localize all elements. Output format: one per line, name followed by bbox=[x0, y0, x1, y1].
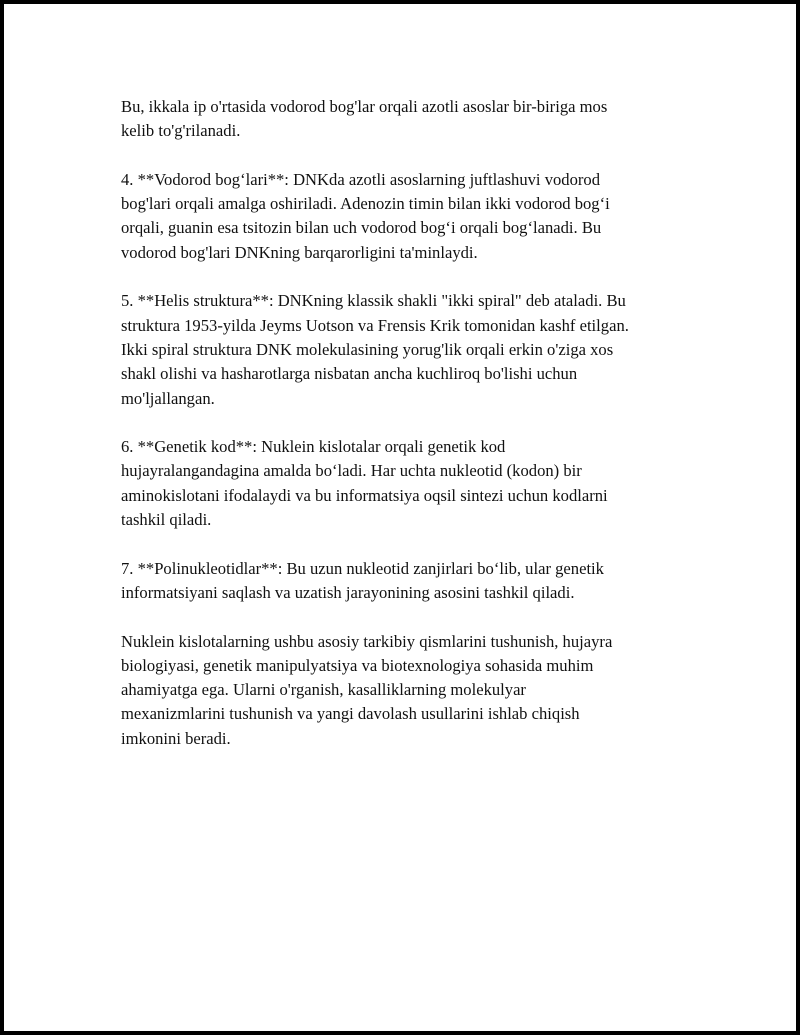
document-body bbox=[121, 95, 701, 775]
paragraph-polynucleotides: 7. **Polinukleotidlar**: Bu uzun nukleotid zanjirlari bo‘lib, ular genetik informatsiyani saqlash va uzatish jarayonining asosini tashkil qiladi. bbox=[121, 558, 604, 602]
paragraph-genetic-code: 6. **Genetik kod**: Nuklein kislotalar orqali genetik kod hujayralangandagina amalda bo‘ladi. Har uchta nukleotid (kodon) bir aminokislotani ifodalaydi va bu informatsiya oqsil sintezi uchun kodlarni tashkil qiladi. bbox=[121, 437, 608, 530]
paragraph-intro: Bu, ikkala ip o'rtasida vodorod bog'lar orqali azotli asoslar bir-biriga mos kelib to'g'rilanadi. bbox=[121, 97, 608, 141]
paragraph-helix-structure: 5. **Helis struktura**: DNKning klassik shakli "ikki spiral" deb ataladi. Bu struktura 1953-yilda Jeyms Uotson va Frensis Krik tomonidan kashf etilgan. Ikki spiral struktura DNK molekulasining yorug'lik orqali erkin o'ziga xos shakl olishi va hasharotlarga nisbatan ancha kuchliroq bo'lishi uchun mo'ljallangan. bbox=[121, 291, 629, 408]
paragraph-hydrogen-bonds: 4. **Vodorod bog‘lari**: DNKda azotli asoslarning juftlashuvi vodorod bog'lari orqali amalga oshiriladi. Adenozin timin bilan ikki vodorod bog‘i orqali, guanin esa tsitozin bilan uch vodorod bog‘i orqali bog‘lanadi. Bu vodorod bog'lari DNKning barqarorligini ta'minlaydi. bbox=[121, 169, 610, 262]
paragraph-conclusion: Nuklein kislotalarning ushbu asosiy tarkibiy qismlarini tushunish, hujayra biologiyasi, genetik manipulyatsiya va biotexnologiya sohasida muhim ahamiyatga ega. Ularni o'rganish, kasalliklarning molekulyar mexanizmlarini tushunish va yangi davolash usullarini ishlab chiqish imkonini beradi. bbox=[121, 631, 613, 748]
